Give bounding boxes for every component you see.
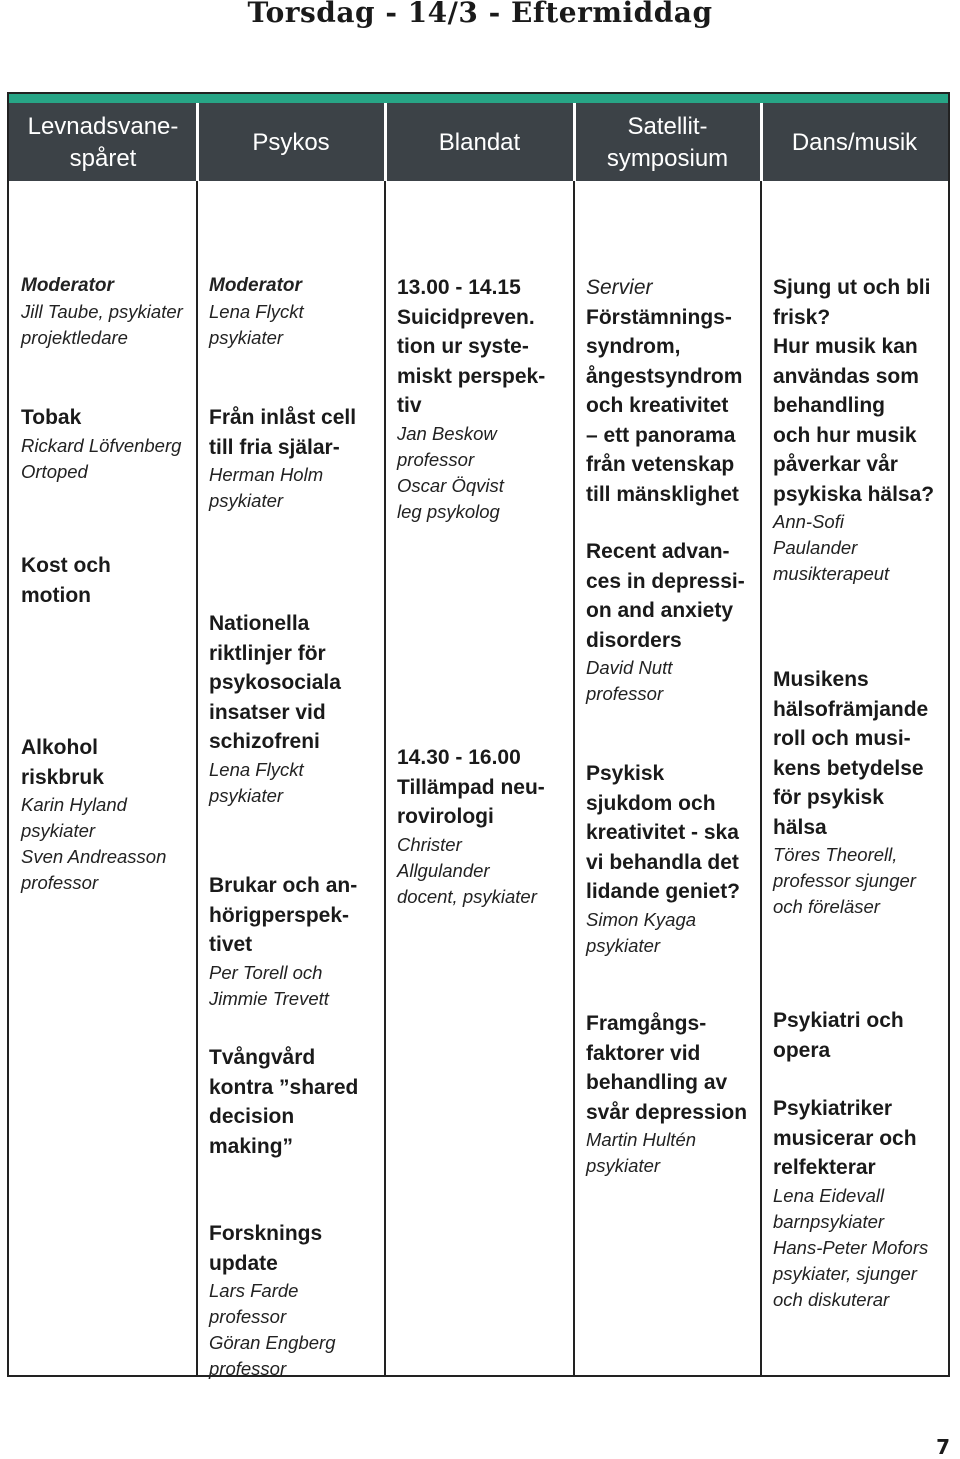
header-divider (196, 103, 199, 181)
session-title-line: motion (21, 583, 91, 607)
speaker-line: Servier (586, 276, 653, 299)
session-title-line: riskbruk (21, 765, 104, 789)
speaker-line: Jill Taube, psykiater (21, 301, 183, 322)
speaker-line: professor (21, 872, 99, 893)
session-block (21, 403, 191, 485)
speaker-line: docent, psykiater (397, 885, 537, 907)
speaker-line: professor sjunger (773, 870, 916, 891)
speaker-line: Ann-Sofi (773, 511, 844, 532)
session-block (209, 871, 379, 1012)
speaker-line: Simon Kyaga (586, 908, 697, 930)
session-title-line: vi behandla det (586, 850, 739, 874)
session-title-line: Förstämnings- (586, 305, 732, 329)
accent-strip (9, 94, 948, 103)
column-header-line: Satellit- (627, 113, 708, 140)
session-title-line: miskt perspek- (397, 364, 546, 388)
column-divider (573, 103, 575, 1375)
speaker-line: Martin Hultén (586, 1129, 697, 1150)
session-title-line: Tvångvård (209, 1046, 316, 1069)
column-divider (760, 103, 762, 1375)
header-divider (760, 103, 763, 181)
schedule-table (7, 92, 950, 1377)
session-title-line: riktlinjer för (209, 641, 326, 665)
session-block (586, 537, 755, 707)
speaker-line: leg psykolog (397, 500, 500, 522)
speaker-line: Lena Flyckt (209, 758, 304, 780)
session-title-line: kontra ”shared (209, 1075, 359, 1099)
session-title-line: – ett panorama (586, 423, 736, 447)
session-block (209, 1043, 379, 1161)
session-title-line: Tobak (21, 406, 82, 429)
session-title-line: kens betydelse (773, 756, 924, 780)
session-title-line: Brukar och an- (209, 874, 358, 897)
speaker-line: projektledare (21, 327, 128, 348)
speaker-line: Hans-Peter Mofors (773, 1236, 929, 1258)
speaker-line: Moderator (209, 275, 302, 296)
speaker-line: Per Torell och (209, 961, 323, 983)
session-title-line: ces in depressi- (586, 569, 745, 593)
session-title-line: och kreativitet (586, 394, 729, 417)
speaker-line: och föreläser (773, 896, 880, 917)
session-title-line: svår depression (586, 1100, 748, 1124)
session-title-line: roll och musi- (773, 727, 911, 750)
session-block (773, 665, 942, 920)
speaker-line: psykiater (209, 490, 284, 511)
session-title-line: psykiska hälsa? (773, 482, 935, 506)
session-title-line: relfekterar (773, 1156, 876, 1179)
column-header-line: Levnadsvane- (27, 113, 179, 140)
speaker-line: Karin Hyland (21, 794, 127, 815)
session-title-line: Psykiatri och (773, 1009, 904, 1032)
speaker-line: Allgulander (397, 859, 490, 881)
column-header-dans-musik (761, 103, 948, 181)
column-levnadsvane (9, 181, 197, 1375)
speaker-line: professor (397, 448, 475, 470)
speaker-line: Jan Beskow (397, 422, 497, 444)
session-title-line: påverkar vår (773, 453, 898, 476)
column-psykos (197, 181, 385, 1379)
speaker-line: Herman Holm (209, 464, 324, 485)
session-title-line: 13.00 - 14.15 (397, 276, 521, 299)
page-number: 7 (936, 1435, 950, 1459)
session-title-line: till mänsklighet (586, 482, 739, 506)
session-title-line: Psykisk (586, 762, 665, 785)
speaker-line: Lena Eidevall (773, 1184, 885, 1206)
speaker-line: Jimmie Trevett (209, 987, 329, 1009)
session-title-line: Forsknings (209, 1222, 323, 1245)
session-title-line: och hur musik (773, 423, 917, 447)
session-block (209, 273, 379, 351)
session-title-line: behandling (773, 394, 885, 417)
speaker-line: Moderator (21, 275, 114, 296)
speaker-line: barnpsykiater (773, 1210, 885, 1232)
column-header-line: symposium (606, 145, 729, 172)
header-divider (384, 103, 387, 181)
session-block (21, 733, 191, 896)
session-block (773, 1006, 942, 1065)
session-title-line: musicerar och (773, 1126, 917, 1150)
column-header-line: Psykos (252, 129, 330, 156)
column-header-line: spåret (69, 145, 137, 172)
speaker-line: Lena Flyckt (209, 301, 304, 322)
session-title-line: opera (773, 1038, 831, 1062)
speaker-line: Töres Theorell, (773, 844, 898, 865)
session-title-line: Nationella (209, 612, 310, 635)
column-divider (196, 103, 198, 1375)
page-title: Torsdag - 14/3 - Eftermiddag (247, 0, 713, 29)
session-block (773, 273, 942, 587)
column-satellit (574, 181, 761, 1375)
speaker-line: psykiater (21, 820, 96, 841)
session-block (397, 743, 568, 910)
speaker-line: psykiater (586, 934, 661, 956)
session-title-line: Alkohol (21, 736, 98, 759)
speaker-line: och diskuterar (773, 1288, 890, 1310)
speaker-line: Rickard Löfvenberg (21, 434, 182, 456)
session-title-line: till fria själar- (209, 435, 340, 459)
session-title-line: update (209, 1251, 278, 1275)
session-block (586, 759, 755, 959)
session-block (586, 273, 755, 509)
session-title-line: tion ur syste- (397, 335, 529, 358)
column-header-psykos (197, 103, 385, 181)
speaker-line: psykiater (209, 327, 284, 348)
session-title-line: sjukdom och (586, 791, 716, 815)
session-block (21, 273, 191, 351)
session-block (209, 403, 379, 514)
column-header-line: Blandat (438, 129, 521, 156)
session-title-line: syndrom, (586, 335, 681, 358)
session-block (397, 273, 568, 525)
speaker-line: Sven Andreasson (21, 846, 167, 867)
column-header-satellit (574, 103, 761, 181)
speaker-line: Paulander (773, 537, 858, 558)
speaker-line: Göran Engberg (209, 1332, 336, 1353)
speaker-line: psykiater (209, 784, 284, 806)
speaker-line: Lars Farde (209, 1280, 299, 1301)
session-title-line: making” (209, 1134, 294, 1158)
column-divider (384, 103, 386, 1375)
session-title-line: tiv (397, 394, 422, 417)
session-block (21, 551, 191, 610)
speaker-line: professor (209, 1358, 287, 1379)
session-title-line: Sjung ut och bli (773, 276, 931, 299)
session-title-line: Från inlåst cell (209, 406, 357, 429)
column-header-line: Dans/musik (791, 129, 918, 156)
session-title-line: disorders (586, 628, 682, 652)
session-title-line: Suicidpreven. (397, 305, 535, 329)
session-title-line: hälsofrämjande (773, 697, 929, 721)
speaker-line: psykiater (586, 1155, 661, 1176)
session-title-line: hörigperspek- (209, 903, 350, 927)
session-title-line: Recent advan- (586, 540, 730, 563)
session-block (209, 1219, 379, 1382)
speaker-line: Christer (397, 833, 462, 855)
speaker-line: professor (586, 683, 664, 704)
session-title-line: psykosociala (209, 671, 341, 694)
header-divider (573, 103, 576, 181)
session-title-line: 14.30 - 16.00 (397, 746, 521, 769)
column-blandat (385, 181, 574, 1375)
session-block (773, 1094, 942, 1313)
speaker-line: psykiater, sjunger (773, 1262, 917, 1284)
speaker-line: professor (209, 1306, 287, 1327)
session-title-line: frisk? (773, 305, 831, 329)
column-dans-musik (761, 181, 948, 1375)
session-title-line: hälsa (773, 815, 827, 839)
session-title-line: Kost och (21, 554, 111, 577)
session-block (586, 1009, 755, 1179)
session-block (209, 609, 379, 809)
speaker-line: Ortoped (21, 460, 88, 482)
speaker-line: Oscar Öqvist (397, 474, 504, 496)
session-title-line: kreativitet - ska (586, 821, 739, 844)
session-title-line: on and anxiety (586, 599, 734, 622)
session-title-line: insatser vid (209, 700, 326, 724)
session-title-line: Psykiatriker (773, 1097, 893, 1120)
session-title-line: schizofreni (209, 730, 320, 753)
column-header-blandat (385, 103, 574, 181)
column-header-levnadsvane (9, 103, 197, 181)
session-title-line: tivet (209, 933, 253, 956)
session-title-line: Hur musik kan (773, 335, 918, 358)
session-title-line: ångestsyndrom (586, 364, 743, 388)
session-title-line: Musikens (773, 668, 869, 691)
speaker-line: David Nutt (586, 657, 673, 678)
session-title-line: behandling av (586, 1071, 728, 1094)
speaker-line: musikterapeut (773, 563, 890, 584)
session-title-line: användas som (773, 364, 919, 388)
session-title-line: Tillämpad neu- (397, 775, 545, 799)
session-title-line: rovirologi (397, 805, 494, 828)
session-title-line: faktorer vid (586, 1041, 701, 1065)
session-title-line: för psykisk (773, 786, 884, 809)
session-title-line: decision (209, 1105, 295, 1128)
session-title-line: lidande geniet? (586, 880, 741, 903)
session-title-line: Framgångs- (586, 1012, 707, 1035)
session-title-line: från vetenskap (586, 453, 735, 476)
